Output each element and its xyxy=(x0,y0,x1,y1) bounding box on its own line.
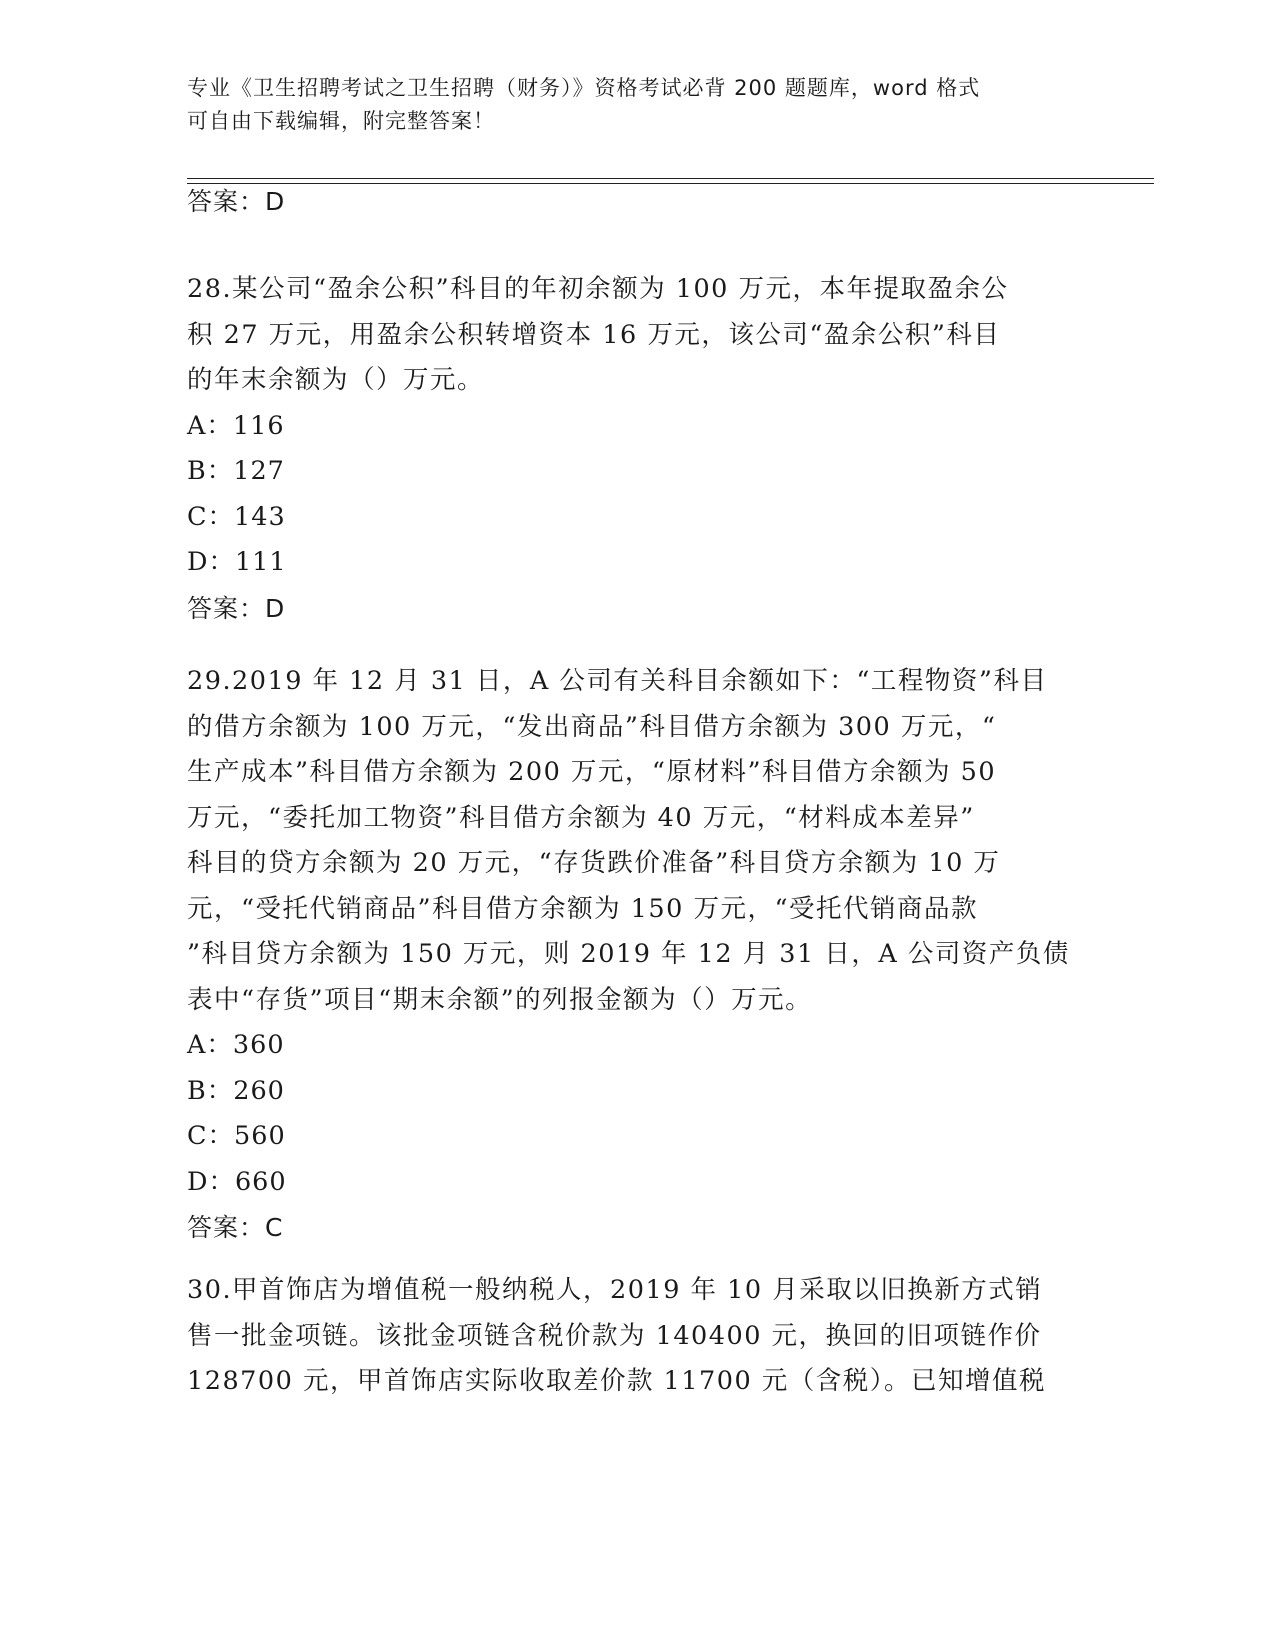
question-text-line: 28.某公司“盈余公积”科目的年初余额为 100 万元，本年提取盈余公 xyxy=(187,274,1009,304)
question-30 xyxy=(187,1268,1067,1405)
question-text-line: 元，“受托代销商品”科目借方余额为 150 万元，“受托代销商品款 xyxy=(187,893,978,924)
question-29 xyxy=(187,659,1070,1251)
question-28 xyxy=(187,267,1067,632)
answer: 答案：D xyxy=(187,593,286,623)
question-text-line: 30.甲首饰店为增值税一般纳税人，2019 年 10 月采取以旧换新方式销 xyxy=(187,1275,1043,1305)
option-d: D：660 xyxy=(187,1166,287,1197)
question-text-line: 29.2019 年 12 月 31 日，A 公司有关科目余额如下：“工程物资”科目 xyxy=(187,666,1048,696)
option-d: D：111 xyxy=(187,547,287,577)
question-text-line: 科目的贷方余额为 20 万元，“存货跌价准备”科目贷方余额为 10 万 xyxy=(187,848,1001,878)
option-b: B：260 xyxy=(187,1075,285,1106)
document-header xyxy=(187,72,1067,138)
option-c: C：560 xyxy=(187,1121,286,1151)
question-text-line: 售一批金项链。该批金项链含税价款为 140400 元，换回的旧项链作价 xyxy=(187,1320,1042,1351)
question-text-line: 生产成本”科目借方余额为 200 万元，“原材料”科目借方余额为 50 xyxy=(187,757,997,787)
option-c: C：143 xyxy=(187,501,286,532)
question-text-line: 的借方余额为 100 万元，“发出商品”科目借方余额为 300 万元，“ xyxy=(187,711,997,742)
question-text-line: 积 27 万元，用盈余公积转增资本 16 万元，该公司“盈余公积”科目 xyxy=(187,319,1001,350)
question-text-line: 128700 元，甲首饰店实际收取差价款 11700 元（含税）。已知增值税 xyxy=(187,1366,1047,1396)
question-text-line: ”科目贷方余额为 150 万元，则 2019 年 12 月 31 日，A 公司资产负债 xyxy=(187,939,1070,969)
question-text-line: 的年末余额为（）万元。 xyxy=(187,365,485,395)
question-text-line: 万元，“委托加工物资”科目借方余额为 40 万元，“材料成本差异” xyxy=(187,802,975,833)
answer: 答案：C xyxy=(187,1213,284,1242)
previous-answer: 答案：D xyxy=(187,187,286,216)
question-text-line: 表中“存货”项目“期末余额”的列报金额为（）万元。 xyxy=(187,984,813,1015)
option-b: B：127 xyxy=(187,456,285,486)
header-line-1: 专业《卫生招聘考试之卫生招聘（财务）》资格考试必背 200 题题库，word 格式 xyxy=(187,76,981,100)
header-line-2: 可自由下载编辑，附完整答案！ xyxy=(187,109,495,133)
option-a: A：116 xyxy=(187,410,285,441)
option-a: A：360 xyxy=(187,1030,285,1060)
